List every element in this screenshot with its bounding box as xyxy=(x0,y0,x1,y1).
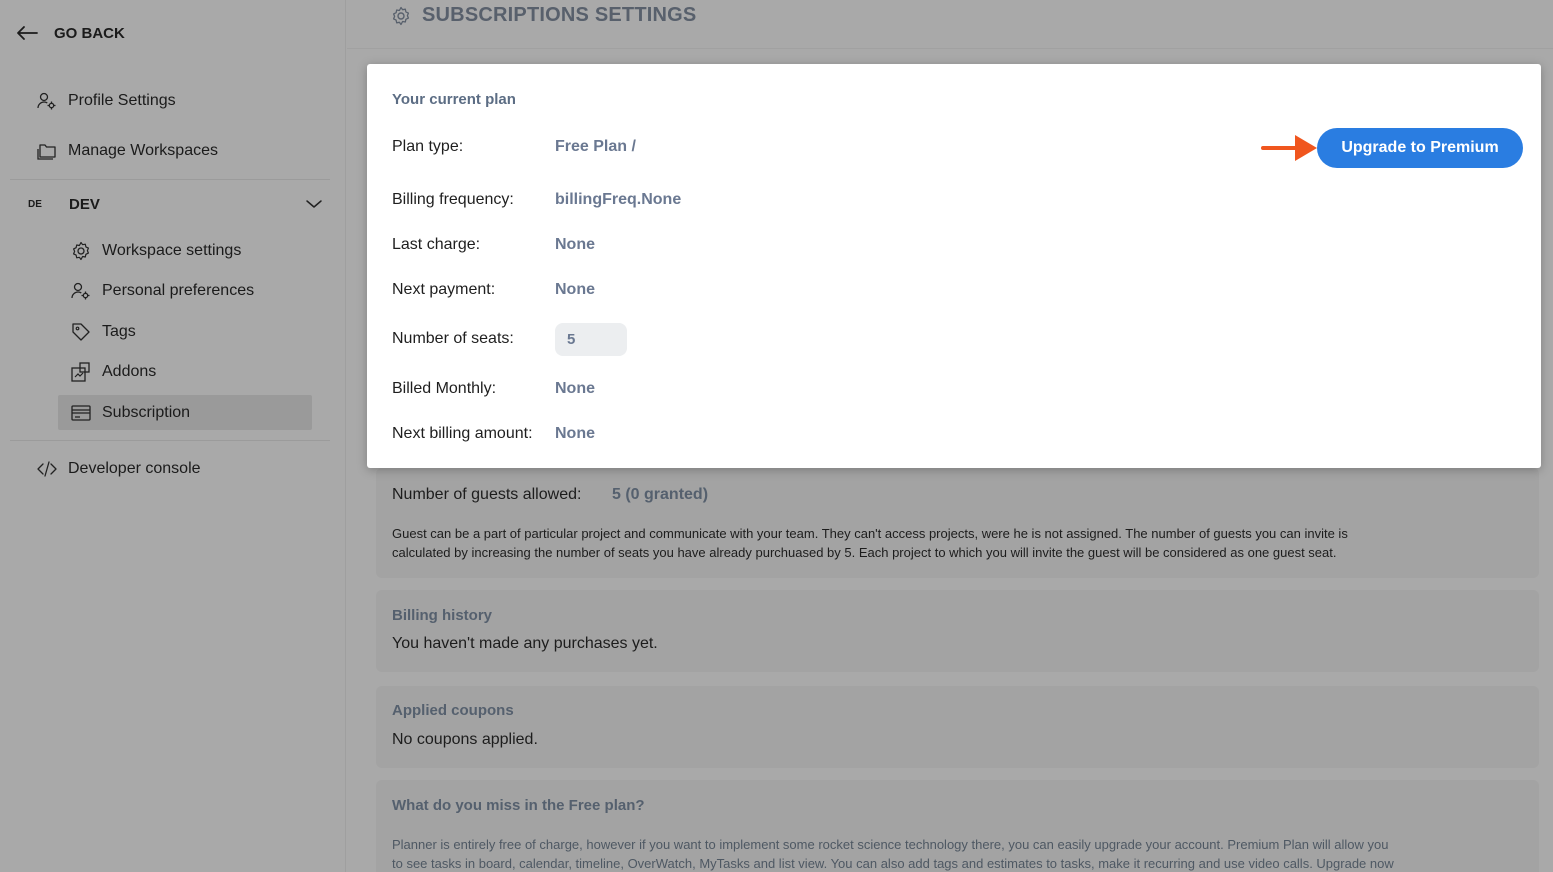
sidebar-item-label: Workspace settings xyxy=(102,242,242,259)
sidebar-item-label: Subscription xyxy=(102,404,191,421)
sidebar-item-subscription[interactable] xyxy=(70,402,190,424)
coupons-card xyxy=(376,686,1539,768)
folders-icon xyxy=(36,140,58,162)
page-title-text: SUBSCRIPTIONS SETTINGS xyxy=(422,4,697,26)
arrow-left-icon xyxy=(14,20,40,46)
sidebar-item-label: Developer console xyxy=(68,460,201,477)
billing-history-card xyxy=(376,590,1539,672)
next-payment-label: Next payment: xyxy=(392,281,496,298)
divider xyxy=(10,179,330,180)
sidebar-item-label: Tags xyxy=(102,323,136,340)
billing-frequency-label: Billing frequency: xyxy=(392,191,514,208)
chevron-down-icon[interactable] xyxy=(304,194,324,214)
guests-description-line-2: calculated by increasing the number of seats you have already purchuased by 5. Each project to which you will invite the guest will be considered as one guest seat. xyxy=(392,545,1337,560)
workspace-badge: DE xyxy=(28,198,42,210)
free-plan-description-line-1: Planner is entirely free of charge, however if you want to implement some rocket science technology there, you can easily upgrade your account. Premium Plan will allow you xyxy=(392,837,1389,852)
billing-history-text: You haven't made any purchases yet. xyxy=(392,635,658,652)
billed-monthly-label: Billed Monthly: xyxy=(392,380,497,397)
next-billing-amount-value: None xyxy=(555,425,595,442)
current-plan-heading: Your current plan xyxy=(392,91,516,108)
last-charge-value: None xyxy=(555,236,595,253)
sidebar-item-addons[interactable] xyxy=(70,361,156,383)
divider xyxy=(10,440,330,441)
next-billing-amount-label: Next billing amount: xyxy=(392,425,533,442)
last-charge-label: Last charge: xyxy=(392,236,481,253)
go-back-button[interactable] xyxy=(14,20,125,46)
guests-description-line-1: Guest can be a part of particular project and communicate with your team. They can't access projects, were he is not assigned. The number of guests you can invite is xyxy=(392,526,1348,541)
free-plan-description-line-2: to see tasks in board, calendar, timeline, OverWatch, MyTasks and list view. You can also add tags and estimates to tasks, make it recurring and use video calls. Upgrade now xyxy=(392,856,1394,871)
billing-frequency-value: billingFreq.None xyxy=(555,191,682,208)
billed-monthly-value: None xyxy=(555,380,595,397)
billing-history-title: Billing history xyxy=(392,607,493,624)
sidebar-item-developer-console[interactable] xyxy=(36,458,201,480)
upgrade-to-premium-button[interactable]: Upgrade to Premium xyxy=(1317,128,1523,168)
user-settings-icon xyxy=(70,280,92,302)
sidebar-item-label: Profile Settings xyxy=(68,92,176,109)
sidebar-item-label: Personal preferences xyxy=(102,282,255,299)
current-plan-card xyxy=(367,64,1541,468)
plan-type-label: Plan type: xyxy=(392,138,464,155)
sidebar xyxy=(0,0,346,872)
gear-icon xyxy=(70,240,92,262)
code-icon xyxy=(36,458,58,480)
credit-card-icon xyxy=(70,402,92,424)
user-settings-icon xyxy=(36,90,58,112)
next-payment-value: None xyxy=(555,281,595,298)
plan-type-value: Free Plan / xyxy=(555,138,636,155)
sidebar-item-label: Addons xyxy=(102,363,157,380)
arrow-right-icon xyxy=(1261,132,1321,164)
guests-label: Number of guests allowed: xyxy=(392,486,582,503)
workspace-name: DEV xyxy=(69,195,100,213)
workspace-header[interactable] xyxy=(28,192,324,216)
sidebar-item-label: Manage Workspaces xyxy=(68,142,218,159)
sidebar-item-profile-settings[interactable] xyxy=(36,90,176,112)
coupons-text: No coupons applied. xyxy=(392,731,538,748)
seats-label: Number of seats: xyxy=(392,330,514,347)
page-title xyxy=(390,4,696,27)
gear-icon xyxy=(390,5,412,27)
sidebar-item-tags[interactable] xyxy=(70,321,136,343)
tag-icon xyxy=(70,321,92,343)
seats-field[interactable]: 5 xyxy=(555,323,627,356)
sidebar-item-personal-preferences[interactable] xyxy=(70,280,254,302)
free-plan-title: What do you miss in the Free plan? xyxy=(392,797,645,814)
coupons-title: Applied coupons xyxy=(392,702,514,719)
sidebar-item-workspace-settings[interactable] xyxy=(70,240,241,262)
go-back-label: GO BACK xyxy=(54,24,125,42)
guests-value: 5 (0 granted) xyxy=(612,486,709,503)
sidebar-item-manage-workspaces[interactable] xyxy=(36,140,218,162)
addons-icon xyxy=(70,361,92,383)
